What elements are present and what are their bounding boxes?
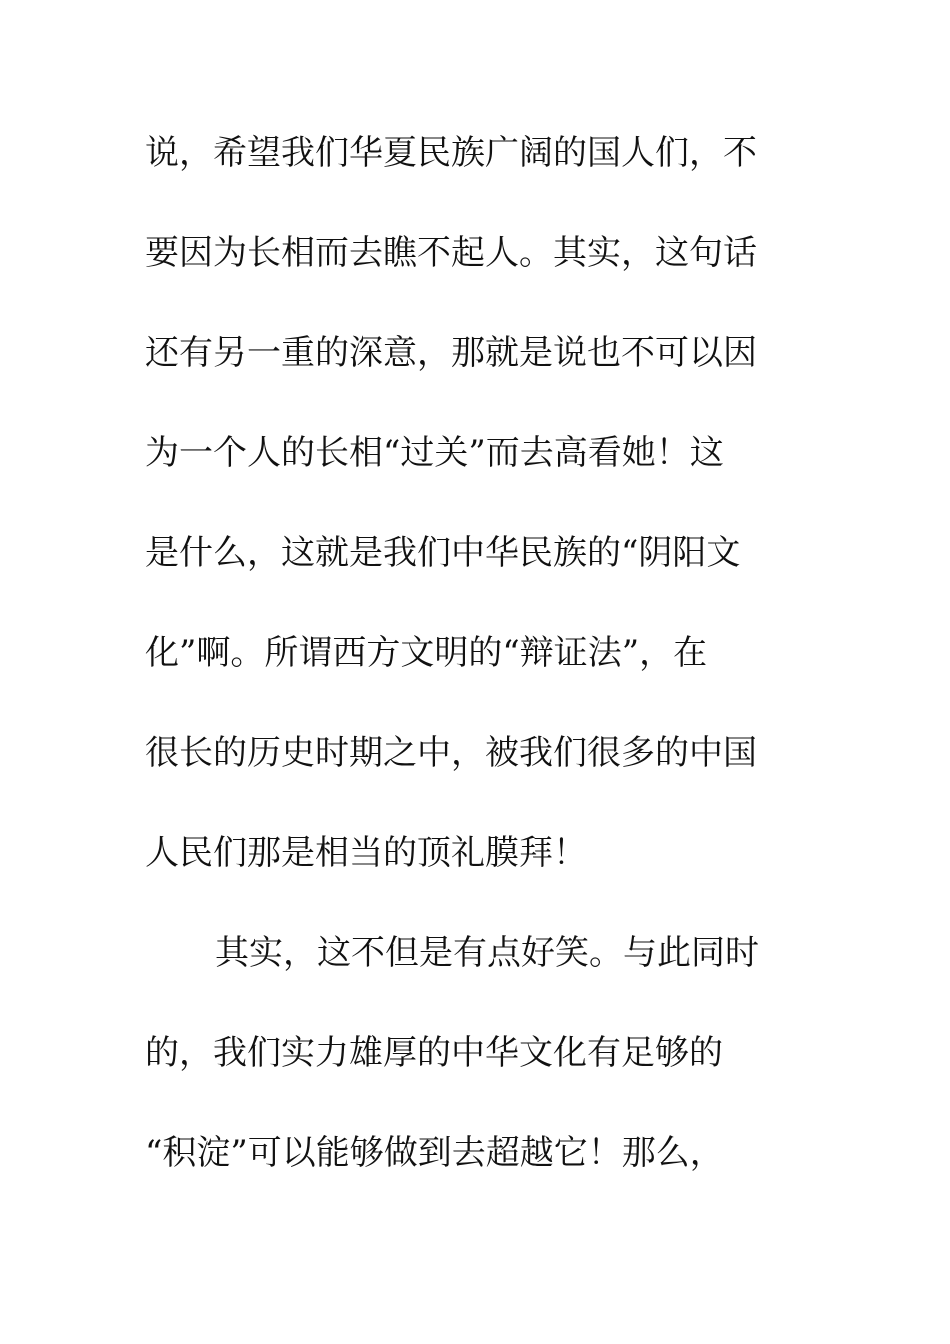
text-line: 为一个人的长相“过关”而去高看她！这 <box>145 433 724 473</box>
text-line: 还有另一重的深意，那就是说也不可以因 <box>145 333 757 373</box>
text-line: 的，我们实力雄厚的中华文化有足够的 <box>145 1033 723 1073</box>
text-line: 是什么，这就是我们中华民族的“阴阳文 <box>145 533 741 573</box>
text-line: “积淀”可以能够做到去超越它！那么， <box>145 1133 724 1173</box>
body-text <box>145 122 785 1222</box>
paragraph-first-line: 其实，这不但是有点好笑。与此同时 <box>215 933 759 973</box>
text-line: 人民们那是相当的顶礼膜拜！ <box>145 833 587 873</box>
text-line: 说，希望我们华夏民族广阔的国人们，不 <box>145 133 757 173</box>
text-line: 很长的历史时期之中，被我们很多的中国 <box>145 733 757 773</box>
text-line: 化”啊。所谓西方文明的“辩证法”，在 <box>145 633 708 673</box>
text-line: 要因为长相而去瞧不起人。其实，这句话 <box>145 233 757 273</box>
